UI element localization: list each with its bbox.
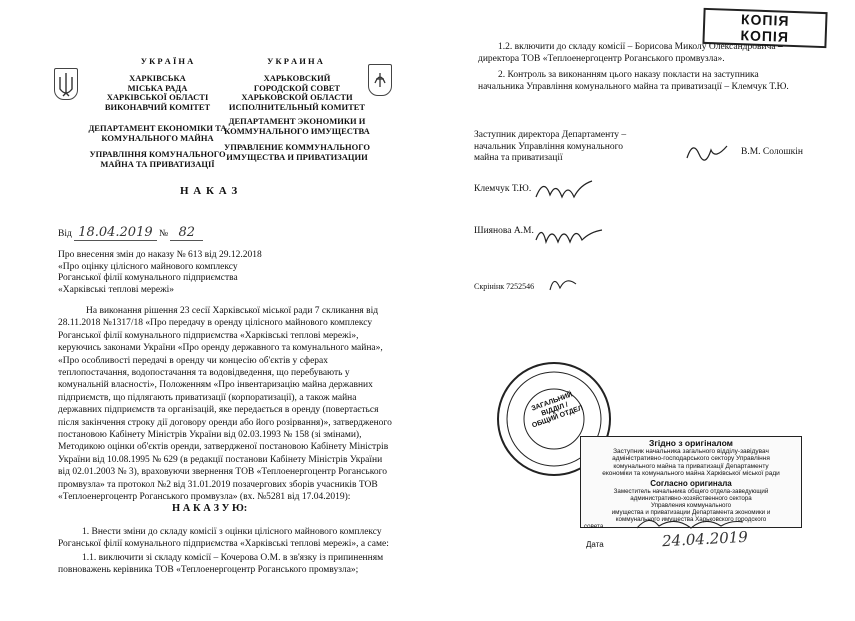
ua-department: ДЕПАРТАМЕНТ ЕКОНОМІКИ ТА КОМУНАЛЬНОГО МАЙНА [88,123,227,143]
order-item-1-2: 1.2. включити до складу комісії – Борисова Миколу Олександровича – директора ТОВ «Теплоенергоцентр Роганського промвузла». [478,42,783,64]
approver-1-name: Клемчук Т.Ю. [474,184,532,194]
approver-2-name: Шиянова А.М. [474,226,534,236]
trident-emblem-icon [54,68,78,100]
certify-signature [635,512,745,539]
right-page [440,0,855,621]
certify-title: Згідно з оригіналом [649,438,733,448]
copy-stamp: КОПІЯ КОПІЯ [702,8,827,48]
ua-city-block: ХАРКІВСЬКА МІСЬКА РАДА ХАРКІВСЬКОЇ ОБЛАСТІ ВИКОНАВЧИЙ КОМІТЕТ [104,73,211,112]
order-title: Н А К А З [180,185,239,197]
certify-date-handwritten: 24.04.2019 [661,527,749,551]
signer-signature [685,138,729,169]
agree-title: Согласно оригинала [650,478,732,488]
number-handwritten: 82 [170,225,203,241]
ru-management: УПРАВЛЕНИЕ КОММУНАЛЬНОГО ИМУЩЕСТВА И ПРИВАТИЗАЦИИ [223,142,371,162]
approver-2-signature [534,220,604,255]
date-handwritten: 18.04.2019 [74,225,156,241]
order-item-1-1: 1.1. виключити зі складу комісії – Кочерова О.М. в зв'язку із припиненням повноважень керівника ТОВ «Теплоенергоцентр Роганського промвузла»; [58,553,384,575]
scanner-note: Скрінінк 7252546 [474,282,535,291]
ua-country: У К Р А Ї Н А [140,56,194,66]
ua-management: УПРАВЛІННЯ КОМУНАЛЬНОГО МАЙНА ТА ПРИВАТИЗАЦІЇ [89,149,226,169]
date-prefix: Від [58,229,72,239]
order-item-1: 1. Внести зміни до складу комісії з оцінки цілісного майнового комплексу Роганської філії комунального підприємства «Харківські теплові мережі», а саме: [58,527,389,549]
order-preamble: На виконання рішення 23 сесії Харківської міської ради 7 скликання від 28.11.2018 №1317/18 «Про передачу в оренду цілісного майнового комплексу Роганської філії комунального підприємства «Харківські теплові мережі», керуючись законами України «Про оренду державного та комунального майна», «Про особливості передачі в оренду чи концесію об'єктів у сферах теплопостачання, водопостачання та водовідведення, що перебувають у комунальній власності», Положенням «Про інвентаризацію майна державних підприємств, що підлягають приватизації (корпоратизації), а також майна державних підприємств та організацій, яке передається в оренду (повертається після закінчення строку дії договору оренди або його розірвання)», затвердженого постановою Кабінету Міністрів України від 02.03.1993 № 158 (зі змінами), Методикою оцінки об'єктів оренди, затвердженої постановою Кабінету Міністрів України від 10.08.1995 № 629 (в редакції постанови Кабінету Міністрів України від 02.01.2003 № 3), враховуючи звернення ТОВ «Теплоенергоцентр Роганського промвузла» та протокол №2 від 31.01.2019 позачергових зборів учасників ТОВ «Теплоенергоцентр Роганського промвузла» (вх. №5281 від 17.04.2019): [58,306,392,503]
ru-country: У К Р А И Н А [267,56,323,66]
order-subject: Про внесення змін до наказу № 613 від 29.12.2018 «Про оцінку цілісного майнового комплексу Роганської філії комунального підприємства «Харківські теплові мережі» [58,250,262,295]
order-item-2: 2. Контроль за виконанням цього наказу покласти на заступника начальника Управління комунального майна та приватизації – Клемчук Т.Ю. [478,70,789,92]
round-stamp-center-text: ЗАГАЛЬНИЙ ВІДДІЛ / ОБЩИЙ ОТДЕЛ [530,391,585,430]
ru-department: ДЕПАРТАМЕНТ ЭКОНОМИКИ И КОММУНАЛЬНОГО ИМУЩЕСТВА [224,116,370,136]
signer-title: Заступник директора Департаменту – начальник Управління комунального майна та приватизації [474,130,627,163]
scanner-signature [548,272,578,301]
approver-1-signature [534,175,594,210]
signer-name: В.М. Солошкін [741,147,804,157]
certification-stamp: Згідно з оригіналом Заступник начальника загального відділу-завідувач адміністративно-господарського сектору Управління комунального майна та приватизації Департаменту економіки та комунального майна Харківської міської ради Согласно оригинала Заместитель начальника общего отдела-заведующий административно-хозяйственного сектора Управления коммунального имущества и приватизации Департамента экономики и коммунального имущества Харьковского городского совета [580,436,802,528]
certify-date-label: Дата [586,540,604,549]
number-prefix: № [159,229,169,239]
order-date-line [58,227,203,241]
ru-city-block: ХАРЬКОВСКИЙ ГОРОДСКОЙ СОВЕТ ХАРЬКОВСКОЙ ОБЛАСТИ ИСПОЛНИТЕЛЬНЫЙ КОМИТЕТ [228,73,366,112]
order-command: Н А К А З У Ю: [172,503,248,514]
